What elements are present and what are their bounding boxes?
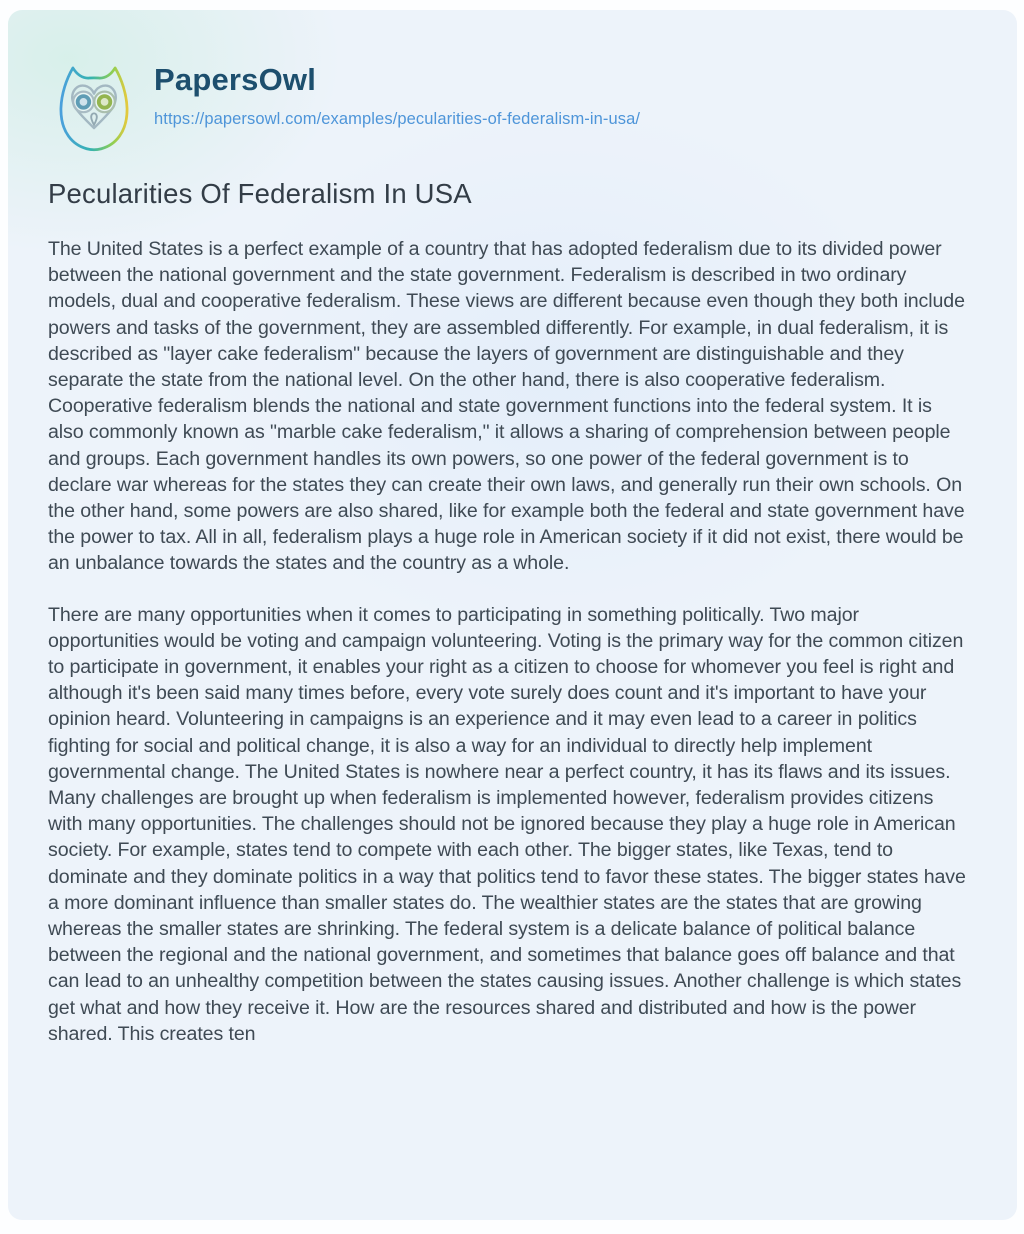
- essay-paragraph-2: There are many opportunities when it comes to participating in something politically. Two major opportunities would be voting and campaign volunteering. Voting is the primary way for the common citizen to participate in government, it enables your right as a citizen to choose for whomever you feel is right and although it's been said many times before, every vote surely does count and it's important to have your opinion heard. Volunteering in campaigns is an experience and it may even lead to a career in politics fighting for social and political change, it is also a way for an individual to directly help implement governmental change. The United States is nowhere near a perfect country, it has its flaws and its issues. Many challenges are brought up when federalism is implemented however, federalism provides citizens with many opportunities. The challenges should not be ignored because they play a huge role in American society. For example, states tend to compete with each other. The bigger states, like Texas, tend to dominate and they dominate politics in a way that politics tend to favor these states. The bigger states have a more dominant influence than smaller states do. The wealthier states are the states that are growing whereas the smaller states are shrinking. The federal system is a delicate balance of political balance between the regional and the national government, and sometimes that balance goes off balance and that can lead to an unhealthy competition between the states causing issues. Another challenge is which states get what and how they receive it. How are the resources shared and distributed and how is the power shared. This creates ten: [48, 603, 966, 1045]
- site-header: [48, 56, 969, 157]
- page-card: [8, 10, 1017, 1220]
- brand-name[interactable]: PapersOwl: [154, 62, 317, 97]
- essay-title: Pecularities Of Federalism In USA: [48, 178, 472, 209]
- essay-body: [48, 236, 969, 1047]
- owl-icon: [48, 56, 140, 157]
- essay-paragraph-1: The United States is a perfect example of a country that has adopted federalism due to its divided power between the national government and the state government. Federalism is described in two ordinary models, dual and cooperative federalism. These views are different because even though they both include powers and tasks of the government, they are assembled differently. For example, in dual federalism, it is described as "layer cake federalism" because the layers of government are distinguishable and they separate the state from the national level. On the other hand, there is also cooperative federalism. Cooperative federalism blends the national and state government functions into the federal system. It is also commonly known as "marble cake federalism," it allows a sharing of comprehension between people and groups. Each government handles its own powers, so one power of the federal government is to declare war whereas for the states they can create their own laws, and generally run their own schools. On the other hand, some powers are also shared, like for example both the federal and state government have the power to tax. All in all, federalism plays a huge role in American society if it did not exist, there would be an unbalance towards the states and the country as a whole.: [48, 238, 965, 575]
- papersowl-logo-icon[interactable]: [48, 56, 140, 157]
- page-url-link[interactable]: https://papersowl.com/examples/pecularities-of-federalism-in-usa/: [154, 110, 641, 128]
- header-text: [154, 56, 640, 129]
